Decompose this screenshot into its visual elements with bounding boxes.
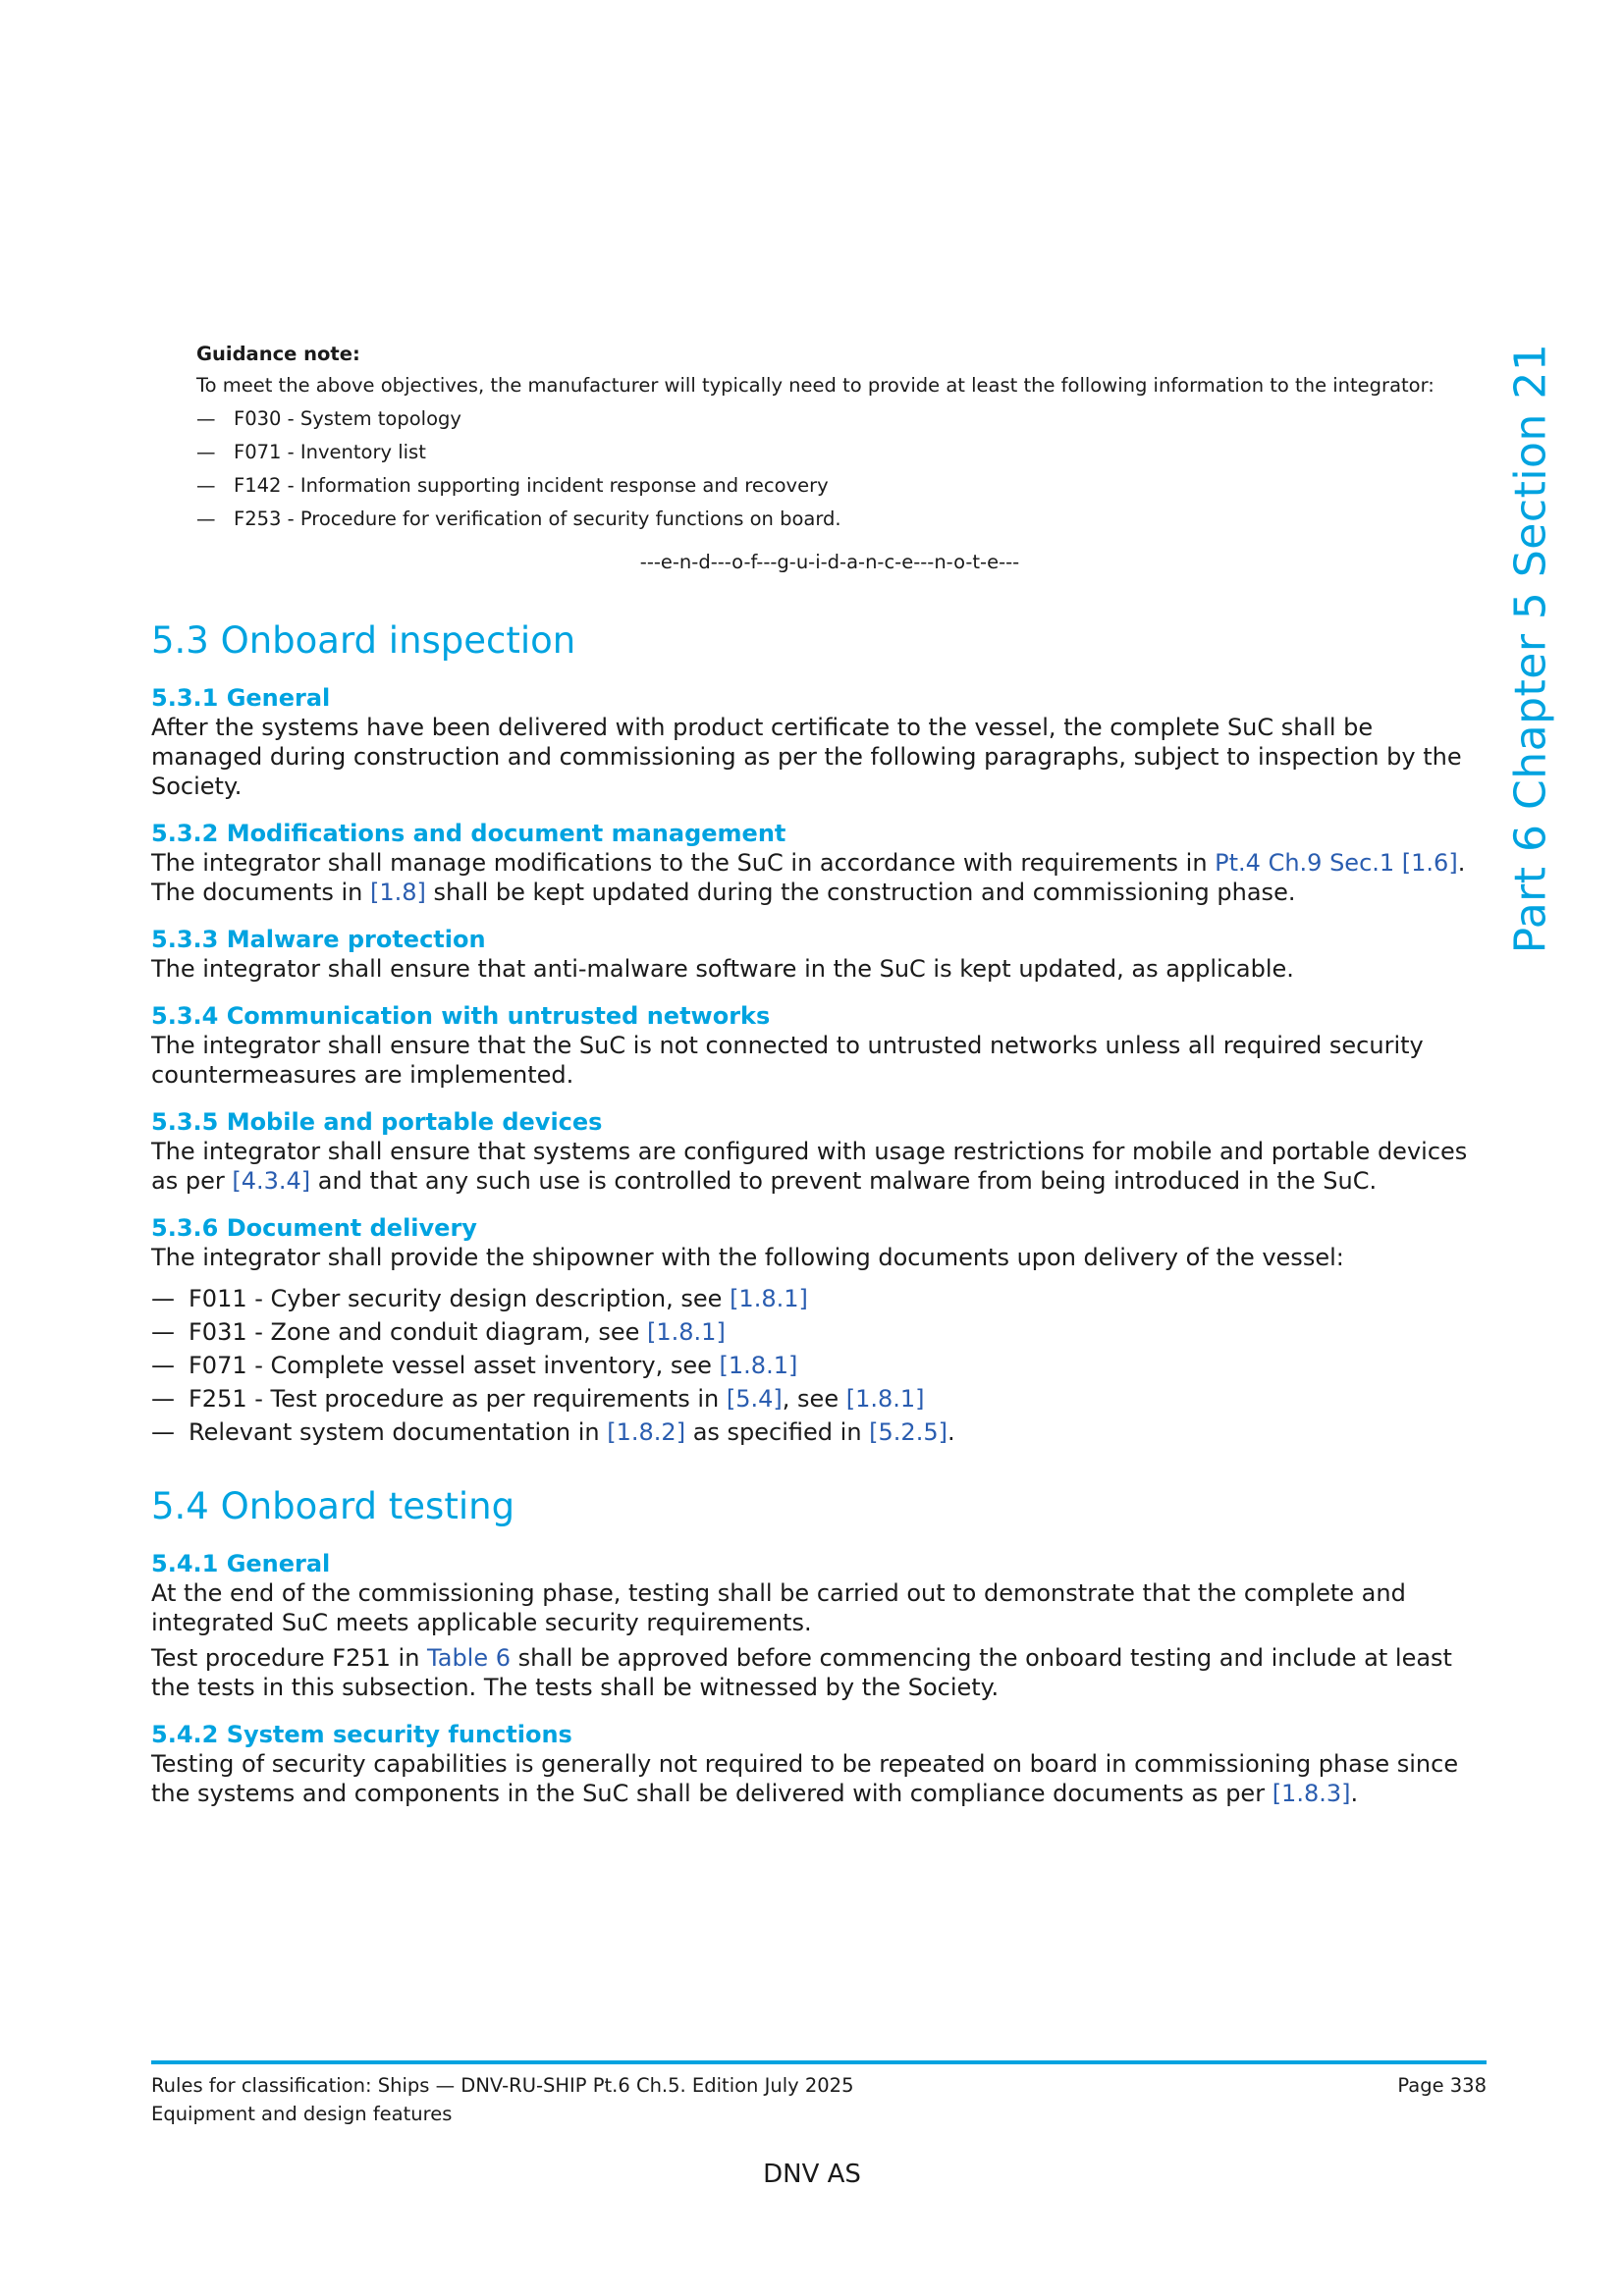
reference-link[interactable]: [5.2.5] — [869, 1418, 947, 1446]
dash-bullet: — — [151, 1318, 175, 1346]
reference-link[interactable]: [5.4] — [726, 1385, 783, 1413]
dash-bullet: — — [196, 441, 216, 463]
reference-link[interactable]: [1.8.2] — [607, 1418, 686, 1446]
list-item-text: F142 - Information supporting incident response and recovery — [234, 474, 829, 497]
list-item — [196, 470, 1463, 502]
dash-bullet: — — [151, 1352, 175, 1379]
reference-link[interactable]: [1.8.1] — [719, 1352, 798, 1379]
text-run: . — [1350, 1780, 1359, 1807]
subsection-heading-5-3-4: 5.3.4 Communication with untrusted networks — [151, 1002, 771, 1030]
list-item — [196, 437, 1463, 468]
paragraph-5-3-1: After the systems have been delivered with product certificate to the vessel, the complete SuC shall be managed during construction and commissioning as per the following paragraphs, subject to inspection by the Society. — [151, 714, 1462, 800]
side-section-title-text: Part 6 Chapter 5 Section 21 — [1505, 343, 1556, 953]
footer-row — [151, 2071, 1487, 2100]
text-run: and that any such use is controlled to prevent malware from being introduced in the SuC. — [310, 1167, 1378, 1195]
subsection-heading-5-3-5: 5.3.5 Mobile and portable devices — [151, 1108, 603, 1136]
list-item — [151, 1282, 1487, 1315]
dash-bullet: — — [196, 507, 216, 530]
footer-subtitle: Equipment and design features — [151, 2103, 453, 2125]
reference-link[interactable]: [1.8] — [370, 879, 426, 906]
subsection-heading-5-4-2: 5.4.2 System security functions — [151, 1721, 572, 1748]
footer-page-number: Page 338 — [1397, 2074, 1487, 2097]
page-footer — [151, 2071, 1487, 2128]
guidance-title: Guidance note: — [196, 343, 360, 365]
footer-document-title: Rules for classification: Ships — DNV-RU-SHIP Pt.6 Ch.5. Edition July 2025 — [151, 2074, 854, 2097]
table-reference-link[interactable]: Table 6 — [427, 1644, 512, 1672]
list-item — [196, 504, 1463, 535]
text-run: F071 - Complete vessel asset inventory, see — [189, 1352, 720, 1379]
paragraph-5-3-2 — [151, 848, 1487, 907]
paragraph-5-3-3: The integrator shall ensure that anti-malware software in the SuC is kept updated, as applicable. — [151, 955, 1294, 983]
paragraph-5-3-4: The integrator shall ensure that the SuC is not connected to untrusted networks unless all required security countermeasures are implemented. — [151, 1032, 1424, 1089]
side-section-title — [1500, 343, 1561, 953]
list-item-text: F071 - Inventory list — [234, 441, 426, 463]
paragraph-5-4-1-b — [151, 1643, 1487, 1702]
reference-link[interactable]: [1.8.1] — [845, 1385, 925, 1413]
paragraph-5-4-1: At the end of the commissioning phase, testing shall be carried out to demonstrate that the complete and integrated SuC meets applicable security requirements. — [151, 1579, 1406, 1636]
paragraph-5-4-2 — [151, 1749, 1487, 1808]
text-run: Testing of security capabilities is generally not required to be repeated on board in commissioning phase since the systems and components in the SuC shall be delivered with compliance documents as per — [151, 1750, 1459, 1807]
dash-bullet: — — [151, 1285, 175, 1312]
text-run: Test procedure F251 in — [151, 1644, 428, 1672]
list-item-text — [189, 1315, 726, 1349]
subsection-heading-5-3-1: 5.3.1 General — [151, 684, 331, 712]
section-heading-5-3: 5.3 Onboard inspection — [151, 619, 576, 662]
paragraph-5-3-6: The integrator shall provide the shipowner with the following documents upon delivery of the vessel: — [151, 1244, 1344, 1271]
text-run: shall be kept updated during the construction and commissioning phase. — [425, 879, 1296, 906]
document-list — [151, 1282, 1487, 1449]
text-run: The integrator shall manage modifications to the SuC in accordance with requirements in — [151, 849, 1216, 877]
list-item — [196, 403, 1463, 435]
text-run: F251 - Test procedure as per requirements in — [189, 1385, 727, 1413]
section-heading-5-4: 5.4 Onboard testing — [151, 1485, 515, 1527]
list-item-text: F253 - Procedure for verification of security functions on board. — [234, 507, 841, 530]
subsection-heading-5-3-6: 5.3.6 Document delivery — [151, 1214, 477, 1242]
list-item — [151, 1382, 1487, 1415]
reference-link[interactable]: [1.8.1] — [730, 1285, 808, 1312]
subsection-heading-5-4-1: 5.4.1 General — [151, 1550, 331, 1577]
dash-bullet: — — [196, 407, 216, 430]
subsection-heading-5-3-3: 5.3.3 Malware protection — [151, 926, 486, 953]
text-run: Relevant system documentation in — [189, 1418, 608, 1446]
dash-bullet: — — [151, 1385, 175, 1413]
paragraph-5-3-5 — [151, 1137, 1487, 1196]
footer-divider — [151, 2060, 1487, 2064]
company-name: DNV AS — [763, 2160, 861, 2189]
dash-bullet: — — [196, 474, 216, 497]
reference-link[interactable]: [1.8.3] — [1272, 1780, 1351, 1807]
reference-link[interactable]: [4.3.4] — [232, 1167, 311, 1195]
list-item-text — [189, 1349, 797, 1382]
list-item — [151, 1349, 1487, 1382]
dash-bullet: — — [151, 1418, 175, 1446]
list-item-text — [189, 1382, 925, 1415]
list-item — [151, 1315, 1487, 1349]
text-run: . — [947, 1418, 955, 1446]
text-run: F011 - Cyber security design description, see — [189, 1285, 731, 1312]
guidance-end-marker: ---e-n-d---o-f---g-u-i-d-a-n-c-e---n-o-t-e--- — [639, 551, 1020, 573]
list-item-text: F030 - System topology — [234, 407, 461, 430]
reference-link[interactable]: [1.8.1] — [647, 1318, 726, 1346]
list-item-text — [189, 1282, 808, 1315]
subsection-heading-5-3-2: 5.3.2 Modifications and document management — [151, 820, 786, 847]
list-item — [151, 1415, 1487, 1449]
list-item-text — [189, 1415, 955, 1449]
text-run: as specified in — [685, 1418, 870, 1446]
reference-link[interactable]: Pt.4 Ch.9 Sec.1 [1.6] — [1215, 849, 1458, 877]
text-run: . The documents in — [151, 849, 1466, 906]
section-spacer — [151, 1449, 1487, 1482]
main-content — [151, 616, 1487, 1814]
text-run: shall be approved before commencing the onboard testing and include at least the tests in this subsection. The tests shall be witnessed by the Society. — [151, 1644, 1452, 1701]
text-run: F031 - Zone and conduit diagram, see — [189, 1318, 648, 1346]
guidance-note — [196, 339, 1463, 578]
guidance-intro: To meet the above objectives, the manufacturer will typically need to provide at least the following information to the integrator: — [196, 374, 1435, 397]
text-run: , see — [782, 1385, 846, 1413]
text-run: The integrator shall ensure that systems are configured with usage restrictions for mobile and portable devices as per — [151, 1138, 1468, 1195]
